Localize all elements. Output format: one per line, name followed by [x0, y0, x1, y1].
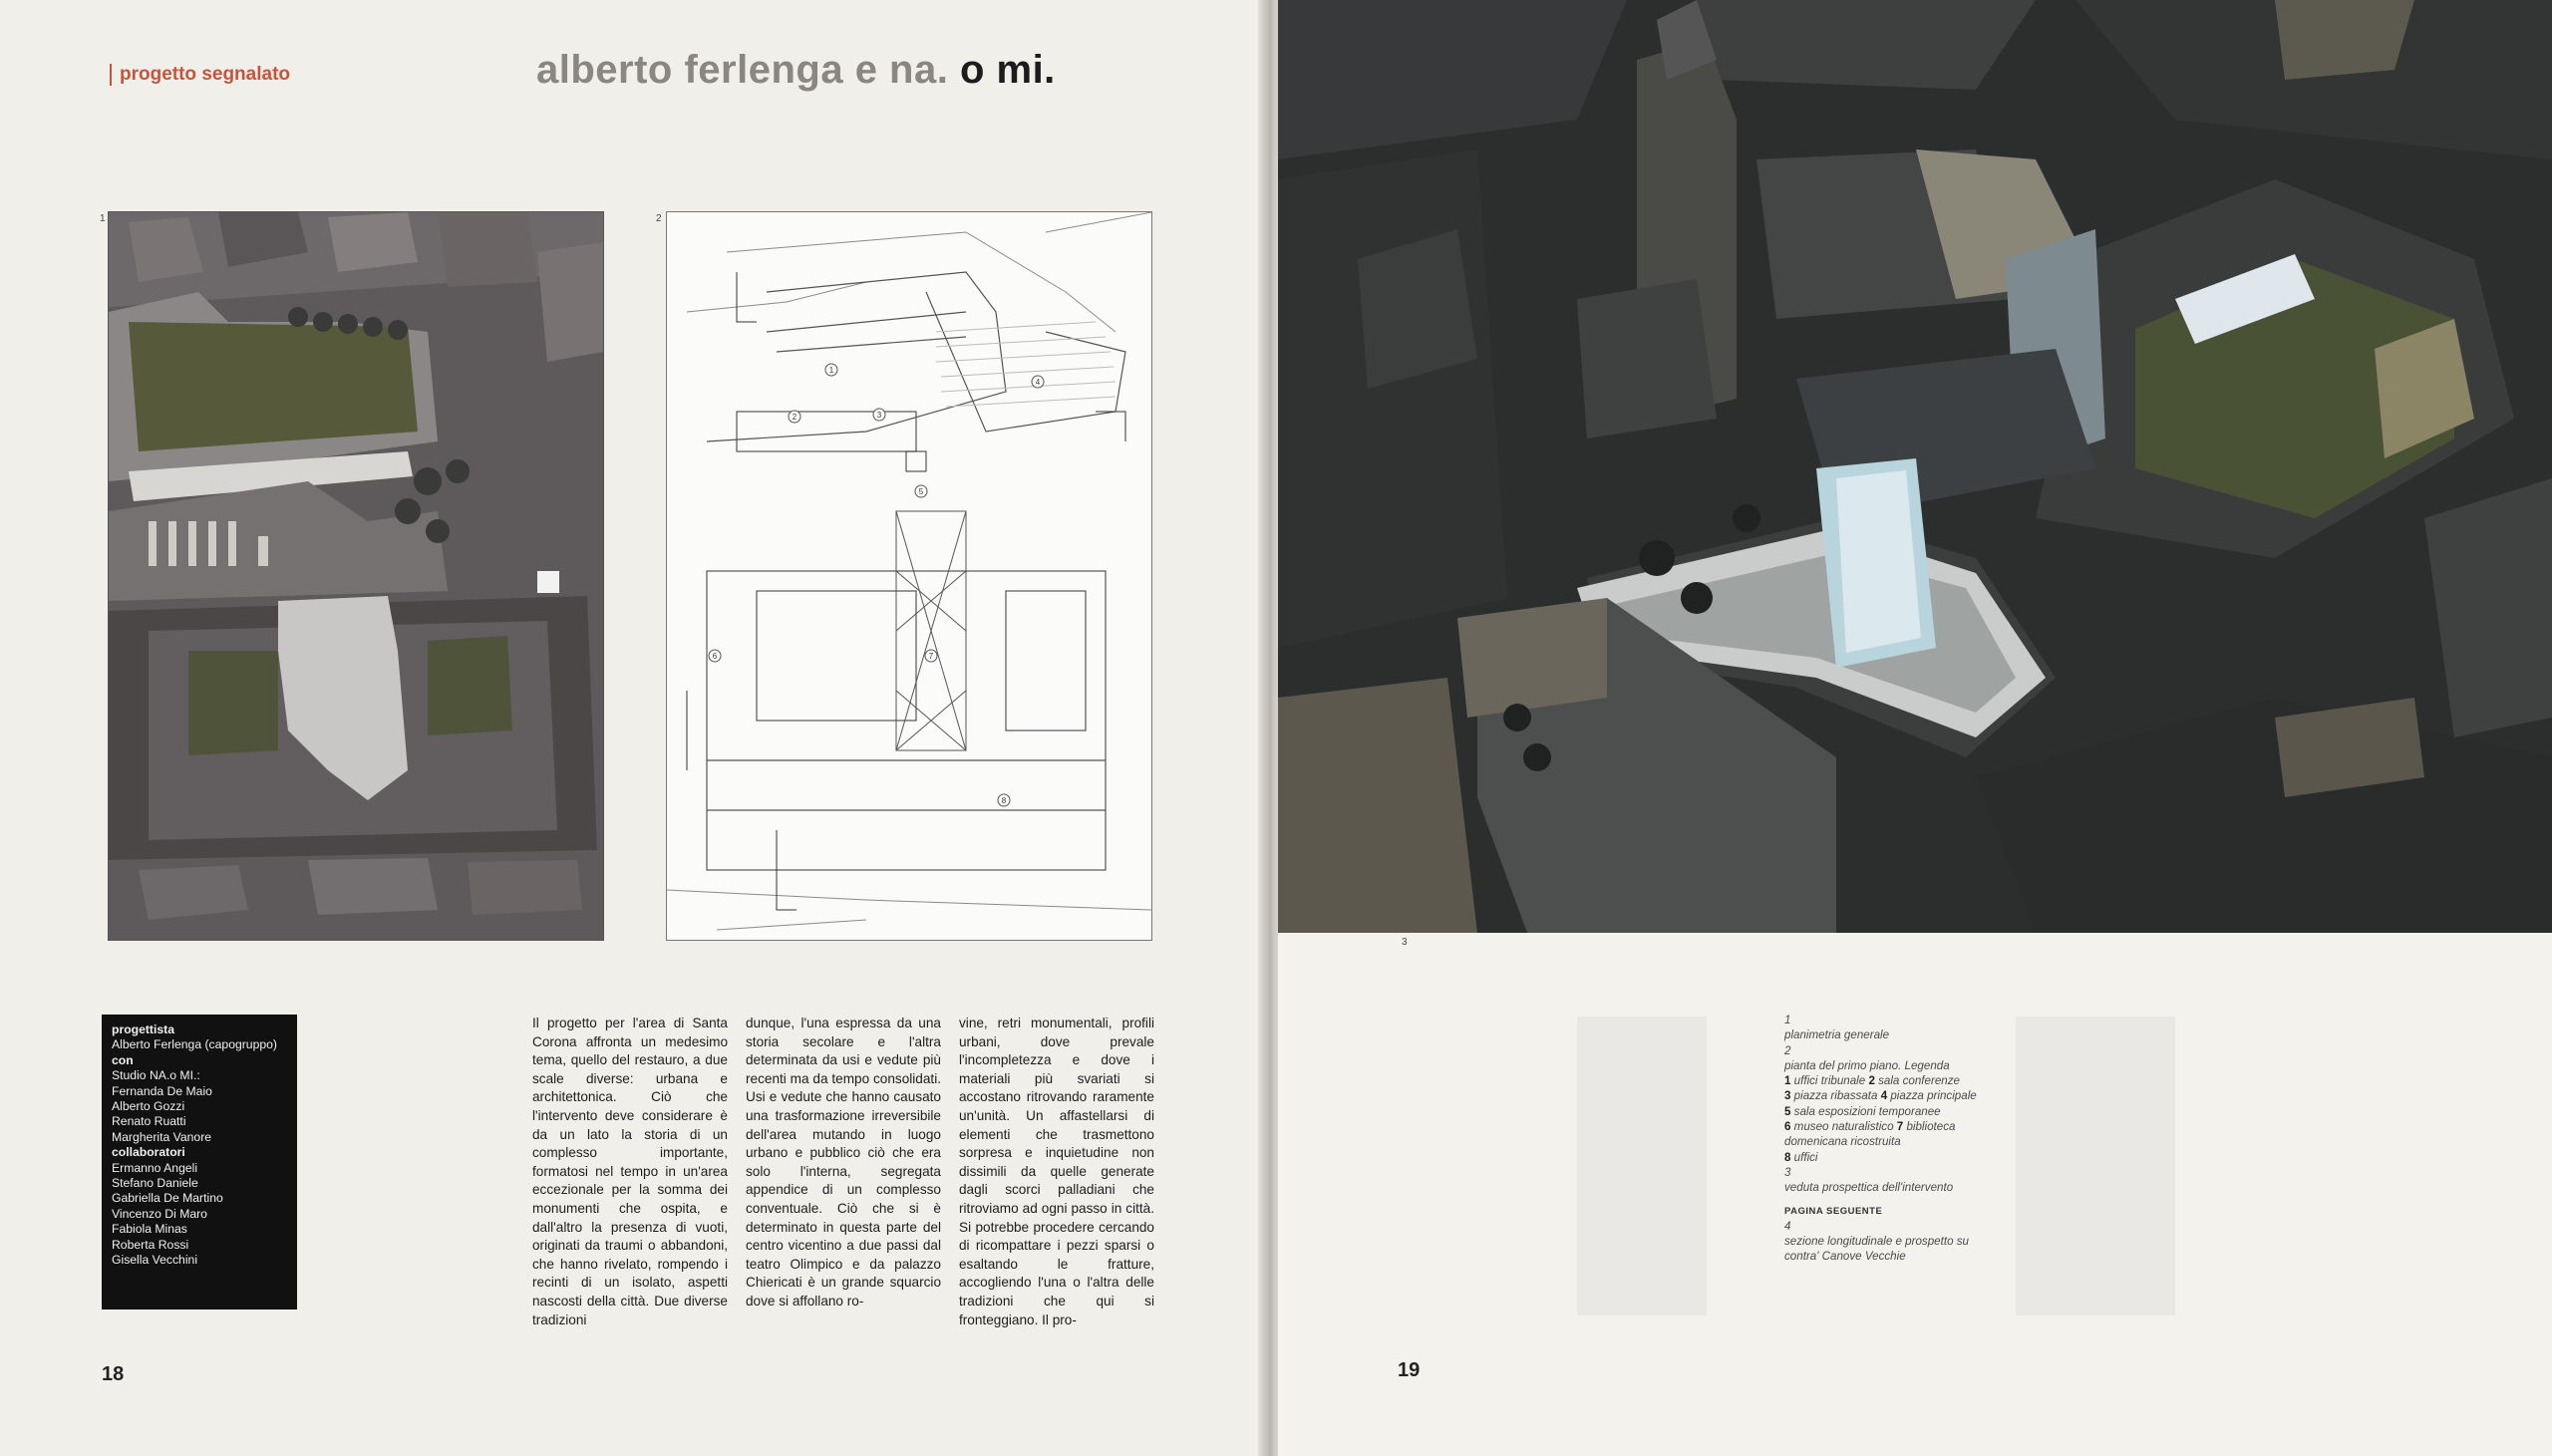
caption-legend	[1784, 1073, 1994, 1165]
caption-2-text: pianta del primo piano. Legenda	[1784, 1058, 1950, 1072]
credits-name: Vincenzo Di Maro	[112, 1206, 207, 1221]
legend-number: 3	[1784, 1089, 1791, 1103]
floor-plan-drawing	[667, 212, 1151, 940]
headline-studio: o mi.	[948, 48, 1056, 92]
credits-heading: collaboratori	[112, 1145, 185, 1160]
body-column-2: dunque, l'una espressa da una storia secolare e l'altra determinata da usi e vedute più recenti ma da tempo consolidati. Usi e vedute che hanno causato una trasformazione irreversibile dell'area mutando in luogo urbano e pubblico ciò che era solo l'interna, segregata appendice di un complesso conventuale. Ciò che si è determinato in questa parte del centro vicentino a due passi dal teatro Olimpico e da palazzo Chiericati è un grande squarcio dove si affollano ro-	[746, 1016, 941, 1309]
caption-4-number: 4	[1784, 1219, 1791, 1233]
site-plan-image	[108, 211, 604, 941]
perspective-rendering	[1278, 0, 2552, 933]
caption-4-text: sezione longitudinale e prospetto su contra' Canove Vecchie	[1784, 1235, 1969, 1264]
legend-line	[1784, 1073, 1994, 1088]
credits-name: Ermanno Angeli	[112, 1160, 198, 1175]
body-column-1: Il progetto per l'area di Santa Corona affronta un medesimo tema, quello del restauro, a due scale diverse: urbana e architettonica. Ciò che l'intervento deve considerare è da un lato la storia di un complesso importante, formatosi nel tempo in un'area eccezionale per la somma dei monumenti che ospita, e dall'altro la presenza di vuoti, originati da traumi o abbandoni, che hanno rivelato, rompendo i recinti di un isolato, aspetti nascosti della città. Due diverse tradizioni	[532, 1016, 728, 1327]
legend-number: 5	[1784, 1104, 1791, 1118]
credits-name: Studio NA.o MI.:	[112, 1068, 200, 1083]
credits-name: Renato Ruatti	[112, 1114, 186, 1129]
article-headline	[536, 48, 1056, 93]
body-column-3: vine, retri monumentali, profili urbani, dove prevale l'incompletezza e dove i materiali più svariati si accostano ritrovando raramente un'unità. Un affastellarsi di elementi che trasmettono sorpresa e inquietudine non dissimili da quelle generate dagli scorci palladiani che ritroviamo ad ogni passo in città. Si potrebbe procedere cercando di ricompattare i pezzi sparsi o esaltando le fratture, accogliendo l'una o l'altra delle tradizioni che qui si fronteggiano. Il pro-	[959, 1016, 1154, 1327]
credits-heading: con	[112, 1052, 134, 1067]
page-number-left: 18	[102, 1363, 125, 1385]
caption-1-text: planimetria generale	[1784, 1028, 1890, 1042]
credits-heading: progettista	[112, 1022, 174, 1036]
caption-1-number: 1	[1784, 1014, 1791, 1026]
legend-number: 8	[1784, 1150, 1791, 1164]
legend-text: piazza principale	[1887, 1089, 1977, 1103]
legend-number: 1	[1784, 1074, 1791, 1088]
legend-text: sala conferenze	[1874, 1074, 1960, 1088]
legend-line	[1784, 1150, 1994, 1165]
perspective-view-image	[1278, 0, 2552, 933]
plan-label-2: 2	[792, 413, 798, 422]
plan-label-5: 5	[918, 487, 924, 496]
caption-2-number: 2	[1784, 1043, 1791, 1057]
legend-text: museo naturalistico	[1790, 1120, 1897, 1134]
left-page	[0, 0, 1266, 1456]
credits-name: Gisella Vecchini	[112, 1253, 198, 1268]
figure-2-number: 2	[656, 213, 662, 224]
floor-plan-image	[666, 211, 1152, 941]
site-plan-drawing	[109, 212, 603, 940]
plan-label-6: 6	[712, 652, 718, 661]
plan-label-7: 7	[928, 652, 934, 661]
credits-name: Stefano Daniele	[112, 1176, 198, 1191]
bleed-through-shadow	[1577, 1017, 1707, 1315]
section-label: progetto segnalato	[110, 64, 290, 86]
plan-label-3: 3	[876, 411, 882, 420]
legend-number: 6	[1784, 1120, 1791, 1134]
credits-box	[102, 1015, 297, 1310]
next-page-heading: PAGINA SEGUENTE	[1784, 1205, 1883, 1217]
credits-name: Fabiola Minas	[112, 1222, 187, 1237]
credits-name: Margherita Vanore	[112, 1129, 212, 1144]
plan-label-4: 4	[1035, 378, 1041, 387]
legend-text: biblioteca domenicana ricostruita	[1784, 1120, 1956, 1149]
legend-text: sala esposizioni temporanee	[1790, 1104, 1941, 1118]
figure-3-number: 3	[1402, 937, 1408, 948]
right-page	[1278, 0, 2552, 1456]
figure-1-number: 1	[100, 213, 106, 224]
legend-line	[1784, 1088, 1994, 1103]
caption-3-text: veduta prospettica dell'intervento	[1784, 1181, 1954, 1195]
page-number-right: 19	[1398, 1359, 1421, 1381]
credits-name: Fernanda De Maio	[112, 1083, 212, 1098]
credits-name: Gabriella De Martino	[112, 1191, 223, 1206]
caption-3-number: 3	[1784, 1165, 1791, 1179]
legend-number: 7	[1896, 1120, 1904, 1134]
legend-line	[1784, 1104, 1994, 1119]
credits-name: Roberta Rossi	[112, 1237, 189, 1252]
bleed-through-shadow	[2016, 1017, 2175, 1315]
legend-text: piazza ribassata	[1790, 1089, 1881, 1103]
legend-text: uffici tribunale	[1790, 1074, 1869, 1088]
credits-name: Alberto Gozzi	[112, 1099, 185, 1114]
credits-name: Alberto Ferlenga (capogruppo)	[112, 1037, 277, 1052]
legend-number: 4	[1880, 1089, 1888, 1103]
headline-authors: alberto ferlenga e na.	[536, 48, 949, 92]
legend-number: 2	[1868, 1074, 1875, 1088]
legend-line	[1784, 1119, 1994, 1150]
plan-label-1: 1	[828, 366, 834, 375]
plan-label-8: 8	[1001, 796, 1007, 805]
legend-text: uffici	[1790, 1150, 1818, 1164]
figure-captions	[1784, 1013, 1994, 1265]
